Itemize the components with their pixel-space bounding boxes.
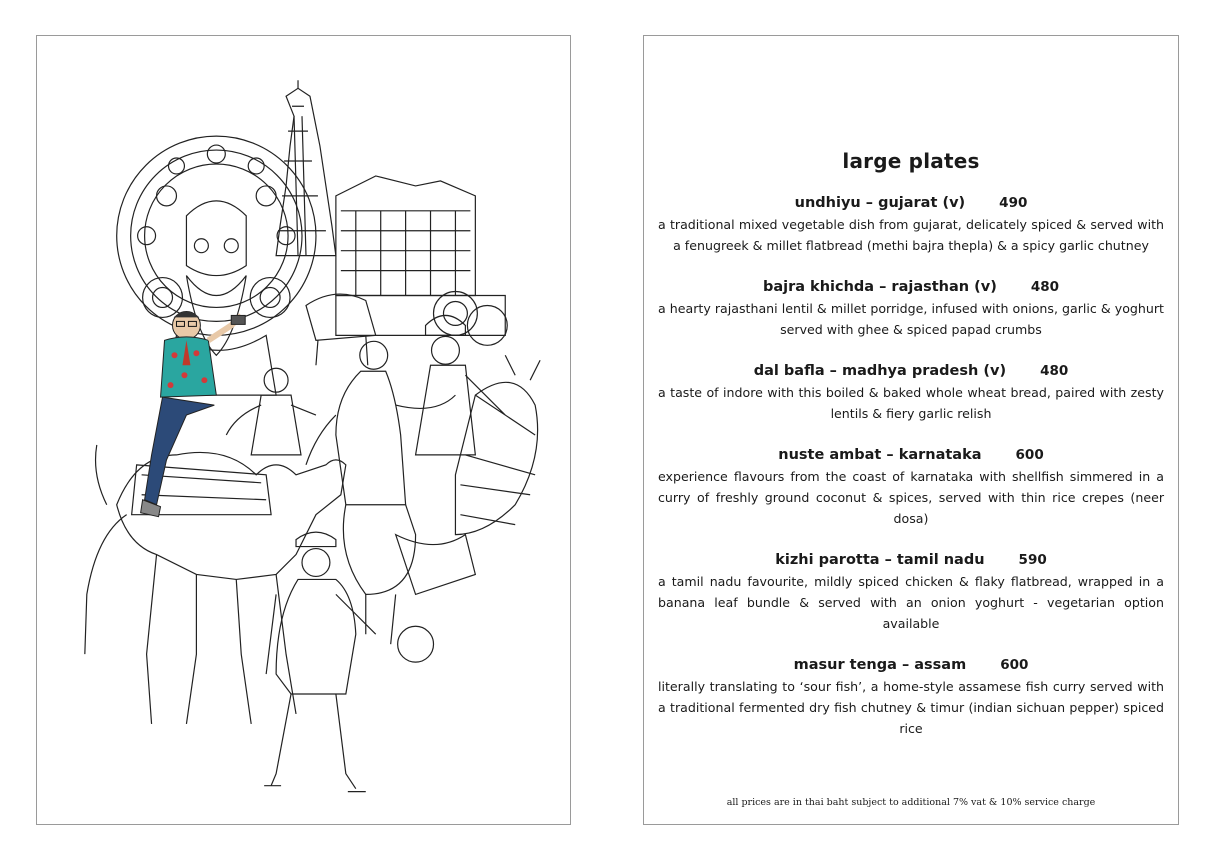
menu-item-price: 600: [1015, 447, 1044, 463]
menu-item-header: [644, 195, 1178, 211]
menu-item-name: nuste ambat – karnataka: [778, 447, 982, 463]
menu-item-header: [644, 447, 1178, 463]
large-plates-menu: [644, 149, 1178, 762]
menu-item-price: 480: [1040, 363, 1069, 379]
menu-item-price: 480: [1030, 279, 1060, 295]
menu-item-name: undhiyu – gujarat (v): [794, 195, 966, 211]
menu-item-header: [644, 363, 1178, 379]
price-footnote: all prices are in thai baht subject to additional 7% vat & 10% service charge: [726, 797, 1096, 808]
menu-item-description: a hearty rajasthani lentil & millet porridge, infused with onions, garlic & yoghurt served with ghee & spiced papad crumbs: [658, 301, 1164, 337]
menu-item-name: dal bafla – madhya pradesh (v): [753, 363, 1007, 379]
menu-item-header: [644, 552, 1178, 568]
child-drawing: [226, 368, 316, 455]
menu-item-description: a tamil nadu favourite, mildly spiced chicken & flaky flatbread, wrapped in a banana leaf bundle & served with an onion yoghurt - vegetarian option available: [658, 574, 1164, 631]
cow-drawing: [306, 294, 376, 365]
menu-item-name: kizhi parotta – tamil nadu: [775, 552, 985, 568]
camel-drawing: [85, 445, 346, 724]
menu-item: [644, 363, 1178, 424]
menu-item: [644, 279, 1178, 340]
india-sketch-illustration: [37, 36, 570, 824]
menu-item-name: masur tenga – assam: [793, 657, 967, 673]
dancer-woman-drawing: [306, 341, 455, 644]
menu-item-price: 590: [1018, 552, 1047, 568]
menu-item-price: 600: [1000, 657, 1029, 673]
menu-item: [644, 195, 1178, 256]
menu-item-description: literally translating to ‘sour fish’, a home-style assamese fish curry served with a traditional fermented dry fish chutney & timur (indian sichuan pepper) spiced rice: [658, 679, 1164, 736]
colored-man-figure: [141, 311, 246, 516]
menu-item: [644, 447, 1178, 529]
kathakali-mask-drawing: [117, 136, 316, 395]
stone-temple-drawing: [336, 176, 507, 345]
menu-title: large plates: [842, 149, 980, 173]
menu-item-description: a traditional mixed vegetable dish from gujarat, delicately spiced & served with a fenugreek & millet flatbread (methi bajra thepla) & a spicy garlic chutney: [658, 217, 1164, 253]
motorbike-drawing: [396, 535, 476, 663]
temple-tower-drawing: [276, 80, 336, 255]
menu-item-price: 490: [999, 195, 1028, 211]
menu-item-description: a taste of indore with this boiled & baked whole wheat bread, paired with zesty lentils & fiery garlic relish: [658, 385, 1164, 421]
menu-item: [644, 552, 1178, 634]
illustration-page: [36, 35, 571, 825]
menu-item-name: bajra khichda – rajasthan (v): [762, 279, 997, 295]
menu-page: [643, 35, 1179, 825]
menu-item-header: [644, 657, 1178, 673]
decorated-horse-drawing: [455, 355, 540, 534]
menu-item: [644, 657, 1178, 739]
menu-item-description: experience flavours from the coast of karnataka with shellfish simmered in a curry of freshly ground coconut & spices, served with thin rice crepes (neer dosa): [658, 469, 1164, 526]
menu-item-header: [644, 279, 1178, 295]
walking-man-drawing: [264, 532, 376, 792]
